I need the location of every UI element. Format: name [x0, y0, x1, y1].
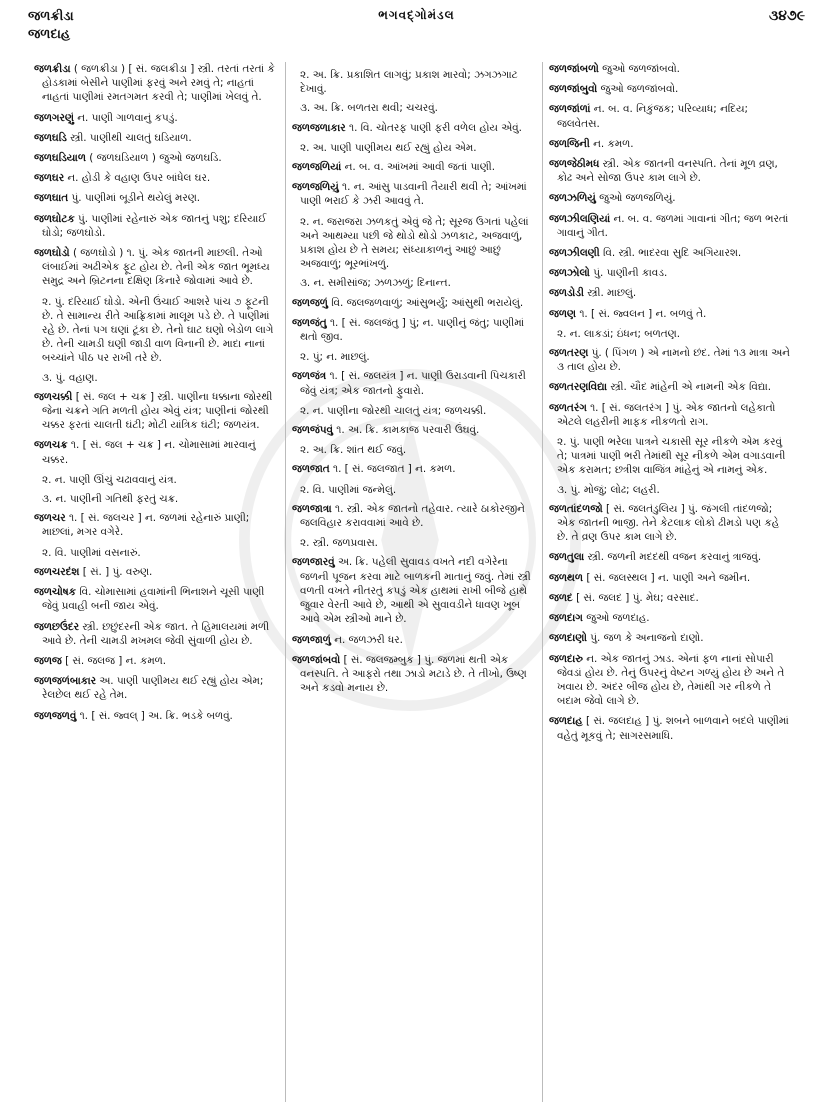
entry-definition: સ્ત્રી. છછુંદરની એક જાત. તે હિમાલયમાં મળી આવે છે. તેની ચામડી મખમલ જેવી સુંવાળી હોય છે. — [42, 620, 270, 647]
entry-headword: જળદાહ — [549, 715, 583, 728]
entry-definition: [ સં. જલજમ્બુક ] પું. જળમાં થતી એક વનસ્પતિ. તે આફરો તથા ઝાડો મટાડે છે. તે તીખો, ઉષ્ણ અને કડવો મનાય છે. — [300, 653, 527, 695]
entry-sense: ૨. પું. પાણી ભરેલા પાત્રને ચકાસી સૂર નીકળે એમ કરવું તે; પાત્રમાં પાણી ભરી તેમાંથી સૂર નીકળે એમ વગાડવાની એક કરામત; છત્રીશ વાજિંત્ર માંહેનું એ નામનું એક. — [557, 436, 786, 477]
entry-definition: ૧. [ સં. જલયંત્ર ] ન. પાણી ઉરાડવાની પિચકારી જેવું યંત્ર; એક જાતનો ફુવારો. — [300, 370, 526, 397]
entry-definition: વિ. સ્ત્રી. ભાદરવા સુદિ અગિયારશ. — [603, 247, 742, 260]
entry-definition: ૧. [ સં. જલજાત ] ન. કમળ. — [332, 463, 456, 476]
entry-headword: જળતરંગ — [549, 401, 587, 414]
entry-definition: ( જળઘોડો ) ૧. પું. એક જાતની માછલી. તેઓ લંબાઈમાં અઢીએક ફૂટ હોય છે. તેની એક જાત ભૂમધ્ય સમુદ્ર અને બ્રિટનના દક્ષિણ કિનારે જોવામાં આવે છે. — [42, 247, 270, 288]
entry-headword: જળથળ — [549, 571, 584, 584]
dictionary-entry — [34, 171, 279, 185]
entry-headword: જળણ — [549, 307, 576, 320]
entry-definition: ન. બ. વ. જળમાં ગાવાનાં ગીત; જળ ભરતાં ગાવાનું ગીત. — [557, 212, 789, 239]
entry-definition: ૧. સ્ત્રી. એક જાતનો તહેવાર. ત્યારે ઠાકોરજીને જલવિહાર કરાવવામાં આવે છે. — [300, 502, 525, 530]
entry-definition: [ સં. જલદ ] પું. મેઘ; વરસાદ. — [576, 591, 699, 604]
entry-headword: જળચક્કી — [34, 390, 73, 403]
dictionary-entry — [34, 438, 279, 466]
entry-headword: જળચક્ર — [34, 439, 68, 452]
entry-sense: ૨. ન. લાકડાં; ઇંધન; બળતણ. — [557, 327, 681, 340]
entry-definition: ન. બ. વ. નિકુંજક; પરિવ્યાધ; નદિય; જલવેતસ. — [557, 103, 748, 130]
dictionary-entry — [292, 502, 536, 530]
entry-sense: ૨. ન. પાણી ઊંચું ચઢાવવાનું યંત્ર. — [42, 473, 177, 486]
entry-definition: ન. બ. વ. આંખમાં આવી જતાં પાણી. — [344, 161, 496, 174]
dictionary-entry — [34, 212, 279, 240]
column-1 — [28, 62, 285, 1102]
entry-sense: ૩. પું. મોજું; લોઢ; લહરી. — [557, 483, 660, 496]
entry-headword: જળદાણો — [549, 632, 587, 645]
dictionary-entry — [549, 212, 793, 240]
entry-definition: પું. ( પિંગળ ) એ નામનો છંદ. તેમાં ૧૩ માત્રા અને ૩ તાલ હોય છે. — [557, 347, 790, 374]
dictionary-entry — [292, 121, 536, 135]
dictionary-entry — [549, 652, 793, 709]
running-title: ભગવદ્ગોમંડલ — [378, 8, 455, 22]
entry-sense: ૨. અ. ક્રિ. શાંત થઈ જવું. — [300, 444, 407, 457]
entry-definition: [ સં. જલ + ચક્ર ] સ્ત્રી. પાણીના ધક્કાના જોરથી જેના ચક્રને ગતિ મળતી હોય એવું યંત્ર; પાણીનાં જોરથી ચક્કર ફરતાં ચાલતી ઘંટી; મોટી યાંત્રિક ઘંટી; જળયંત્ર. — [42, 390, 273, 432]
entry-headword: જળડોડી — [549, 287, 584, 300]
entry-headword: જળઝીલણી — [549, 247, 600, 260]
entry-headword: જળઘર — [34, 172, 65, 185]
entry-definition: ૧. વિ. ચોતરફ પાણી ફરી વળેલ હોય એવું. — [348, 121, 522, 134]
dictionary-entry — [292, 296, 536, 310]
entry-sense: ૨. સ્ત્રી. જળપ્રવાસ. — [300, 537, 378, 550]
dictionary-entry — [549, 346, 793, 374]
entry-definition: સ્ત્રી. માછલું. — [587, 287, 637, 300]
entry-headword: જળજિની — [549, 137, 590, 150]
entry-headword: જળજાળું — [292, 633, 331, 646]
dictionary-entry — [292, 462, 536, 476]
entry-headword: જળતરણવિદ્યા — [549, 381, 607, 394]
entry-headword: જળજાંબવો — [292, 653, 341, 666]
entry-definition: ૧. અ. ક્રિ. કામકાજ પરવારી ઉંઘવું. — [336, 424, 480, 437]
dictionary-entry — [549, 502, 793, 545]
entry-definition: સ્ત્રી. એક જાતની વનસ્પતિ. તેનાં મૂળ વ્રણ, કોઢ અને સોજા ઉપર કામ લાગે છે. — [557, 158, 778, 185]
entry-definition: ન. જળઝરી ધર. — [334, 633, 403, 646]
dictionary-entry — [292, 160, 536, 174]
dictionary-entry — [34, 654, 279, 668]
entry-sense: ૨. અ. પાણી પાણીમય થઈ રહ્યું હોય એમ. — [300, 141, 477, 154]
entry-definition: ( જળઘડિયાળ ) જુઓ જળઘડિ. — [89, 152, 222, 165]
entry-headword: જળઝીલણિયાં — [549, 212, 611, 225]
entry-definition: ૧. [ સં. જ્વલન ] ન. બળવું તે. — [579, 307, 707, 320]
entry-definition: [ સં. જલજ ] ન. કમળ. — [65, 654, 167, 667]
dictionary-entry — [292, 369, 536, 397]
entry-headword: જળજાંબુવો — [549, 83, 598, 96]
entry-sense: ૩. ન. સમીસાંજ; ઝળઝળું; દિનાન્ત. — [300, 277, 451, 290]
entry-definition: ન. હોડી કે વહાણ ઉપર બાંધેલ ઘર. — [67, 172, 211, 185]
entry-headword: જળજાત — [292, 463, 330, 476]
dictionary-entry — [34, 62, 279, 105]
entry-headword: જળતુલા — [549, 551, 585, 564]
entry-headword: જળઘડિયાળ — [34, 152, 86, 165]
dictionary-entry — [34, 674, 279, 702]
entry-headword: જળજાંબળો — [549, 63, 599, 75]
entry-sense: ૨. પું. દરિયાઈ ઘોડો. એની ઉંચાઈ આશરે પાંચ ૭ ફૂટની છે. તે સામાન્ય રીતે આફ્રિકામાં માલૂમ પડે છે. તે પાણીમાં રહે છે. તેનાં પગ ઘણાં ટૂંકા છે. તેનો ઘાટ ઘણો બેડોળ લાગે છે. તેની ચામડી ઘણી જાડી વાળ વિનાની છે. માદા નાનાં બચ્ચાંને પીઠ પર રાખી તરે છે. — [42, 295, 274, 365]
entry-definition: ૧. [ સં. જલચર ] ન. જળમાં રહેનારું પ્રાણી; માછલાં, મગર વગેરે. — [42, 512, 250, 539]
entry-definition: ( જળક્રીડા ) [ સં. જલક્રીડા ] સ્ત્રી. તરતાં તરતાં કે હોડકામાં બેસીને પાણીમાં ફરવું અને રમવું તે; નાહતાં નાહતાં પાણીમાં રમતગમત કરવી તે; પાણીમાં ખેલવું તે. — [42, 63, 275, 104]
entry-headword: જળજંત્ર — [292, 370, 327, 383]
entry-headword: જળજેઠીમધ — [549, 158, 600, 171]
entry-definition: ૧. [ સં. જ્વલ્ ] અ. ક્રિ. ભડકે બળવું. — [79, 709, 233, 722]
guide-word-last: જળદાહ — [28, 27, 71, 42]
entry-definition: અ. ક્રિ. પહેલી સુવાવડ વખતે નદી વગેરેના જળની પૂજન કરવા માટે બાળકની માતાનું જવું. તેમાં સ્ત્રી વળતી વખતે નીતરતું કપડું એક હાથમાં રાખી બીજે હાથે જુવાર વેરતી આવે છે, આથી એ સુવાવડીને ધાવણ ખૂબ આવે એમ સ્ત્રીઓ માને છે. — [300, 556, 531, 626]
entry-definition: પું. પાણીમાં બૂડીને થયેલું મરણ. — [71, 192, 201, 205]
entry-sense: ૨. ન. જરાજરા ઝળકતું એવું જે તે; સૂરજ ઉગતાં પહેલાં અને આથમ્યા પછી જે થોડો થોડો ઝળકાટ, અજવાળું, પ્રકાશ હોય છે તે સમય; સંધ્યાકાળનું આછું આછું અજવાળું; ભૂરભાંખળું. — [300, 215, 529, 271]
dictionary-entry — [549, 266, 793, 280]
entry-sense: ૨. અ. ક્રિ. પ્રકાશિત લાગવું; પ્રકાશ મારવો; ઝગઝગાટ દેખાવું. — [300, 69, 518, 96]
entry-headword: જળજ — [34, 654, 62, 667]
entry-headword: જળઝળિયું — [549, 192, 596, 205]
entry-sense: ૩. અ. ક્રિ. બળતરા થવી; ચચરવું. — [300, 102, 438, 115]
entry-headword: જળક્રીડા — [34, 63, 71, 75]
entry-headword: જળદાગ — [549, 612, 583, 625]
entry-headword: જળઘડિ — [34, 131, 67, 144]
dictionary-entry — [292, 633, 536, 647]
entry-sense: ૨. ન. પાણીના જોરથી ચાલતું યંત્ર; જળચક્કી. — [300, 404, 487, 417]
dictionary-entry — [549, 631, 793, 645]
dictionary-entry — [549, 571, 793, 585]
entry-headword: જળગરણું — [34, 111, 74, 124]
entry-headword: જળઝોલો — [549, 267, 590, 280]
dictionary-entry — [34, 511, 279, 539]
entry-headword: જળજળિયું — [292, 181, 339, 194]
entry-headword: જળદારુ — [549, 652, 583, 665]
dictionary-entry — [292, 180, 536, 208]
dictionary-entry — [549, 307, 793, 321]
entry-headword: જળઘોટક — [34, 212, 75, 225]
entry-definition: સ્ત્રી. જળની મદદથી વજન કરવાનું ત્રાજવું. — [587, 551, 762, 564]
guide-word-first: જળક્રીડા — [28, 9, 74, 24]
dictionary-entry — [34, 709, 279, 723]
dictionary-entry — [549, 380, 793, 394]
column-2 — [285, 62, 542, 1102]
entry-definition: અ. પાણી પાણીમય થઈ રહ્યું હોય એમ; રેલછેલ થઈ રહે તેમ. — [42, 675, 264, 702]
entry-headword: જળઘાત — [34, 192, 69, 205]
entry-definition: [ સં. જલદાહ ] પું. શબને બાળવાને બદલે પાણીમાં વહેતું મૂકવું તે; સાગરસમાધિ. — [557, 715, 789, 742]
dictionary-entry — [34, 565, 279, 579]
entry-headword: જળઘોડો — [34, 247, 70, 260]
entry-definition: જુઓ જળદાહ. — [586, 612, 650, 625]
dictionary-entry — [34, 151, 279, 165]
entry-headword: જળજારવું — [292, 556, 335, 569]
entry-headword: જળજળાકાર — [292, 121, 346, 134]
entry-definition: સ્ત્રી. ચૌદ માંહેની એ નામની એક વિદ્યા. — [610, 381, 772, 394]
entry-headword: જળજંતુ — [292, 316, 327, 329]
entry-definition: જુઓ જળજળિયું. — [599, 192, 676, 205]
dictionary-entry — [34, 390, 279, 433]
dictionary-entry — [34, 191, 279, 205]
page-header — [28, 8, 805, 52]
dictionary-entry — [549, 591, 793, 605]
entry-headword: જળચરદંશ — [34, 565, 80, 578]
dictionary-entry — [549, 246, 793, 260]
dictionary-entry — [34, 111, 279, 125]
dictionary-entry — [549, 191, 793, 205]
entry-headword: જળજળવું — [34, 709, 77, 722]
entry-definition: ૧. [ સં. જલજંતુ ] પું; ન. પાણીનું જંતુ; પાણીમાં થતો જીવ. — [300, 316, 525, 344]
dictionary-entry — [549, 401, 793, 429]
dictionary-entry — [292, 316, 536, 344]
entry-definition: જુઓ જળજાંબવો. — [600, 83, 679, 96]
entry-definition: ૧. [ સં. જલ + ચક્ર ] ન. ચોમાસામાં મારવાનું ચક્કર. — [42, 439, 256, 466]
dictionary-entry — [549, 714, 793, 742]
dictionary-entry — [549, 550, 793, 564]
entry-sense: ૨. વિ. પાણીમાં વસનારું. — [42, 546, 141, 559]
entry-definition: વિ. જલજળવાળું; આંસુભર્યું; આંસુથી ભરાયેલું. — [331, 296, 524, 309]
entry-sense: ૩. ન. પાણીની ગતિથી ફરતું ચક્ર. — [42, 493, 179, 506]
entry-definition: ૧. ન. આંસુ પાડવાની તૈયારી થવી તે; આંખમાં પાણી ભરાઈ કે ઝરી આવવું તે. — [300, 181, 527, 208]
entry-headword: જળજાત્રા — [292, 502, 332, 515]
entry-headword: જળદ — [549, 591, 573, 604]
entry-headword: જળછઉંદર — [34, 620, 80, 633]
dictionary-entry — [549, 286, 793, 300]
entry-headword: જળતાંદળજો — [549, 502, 603, 515]
entry-sense: ૩. પું. વહાણ. — [42, 371, 98, 384]
dictionary-entry — [292, 555, 536, 626]
entry-definition: ન. કમળ. — [593, 137, 634, 150]
entry-definition: પું. પાણીની કાવડ. — [593, 267, 668, 280]
entry-definition: [ સં. ] પું. વરુણ. — [82, 565, 153, 578]
entry-headword: જળચર — [34, 512, 66, 525]
entry-definition: જુઓ જળજાંબવો. — [602, 63, 680, 75]
entry-headword: જળજળંબાકાર — [34, 675, 97, 688]
entry-definition: ૧. [ સં. જલતરંગ ] પું. એક જાતનો લહેકાતો એટલે લહરીની માફક નીકળતો રાગ. — [557, 401, 776, 428]
page-number: ૩૪૭૯ — [768, 8, 805, 24]
entry-headword: જળજળિયાં — [292, 161, 342, 174]
dictionary-entry — [34, 585, 279, 613]
entry-headword: જળજંપવું — [292, 424, 333, 437]
entry-definition: [ સં. જલસ્થલ ] ન. પાણી અને જમીન. — [586, 571, 751, 584]
entry-definition: સ્ત્રી. પાણીથી ચાલતું ઘડિયાળ. — [70, 131, 192, 144]
dictionary-entry — [549, 62, 793, 76]
dictionary-entry — [34, 131, 279, 145]
entry-definition: [ સં. જલતંડુલિય ] પું. જંગલી તાંદળજો; એક જાતની ભાજી. તેને કેટલાક લોકો ઢીમડો પણ કહે છે. તે વ્રણ ઉપર કામ લાગે છે. — [557, 502, 780, 544]
entry-headword: જળજાંળાં — [549, 103, 591, 116]
dictionary-entry — [549, 157, 793, 185]
entry-headword: જળજળું — [292, 296, 328, 309]
dictionary-entry — [549, 82, 793, 96]
column-3 — [542, 62, 799, 1102]
dictionary-columns — [28, 62, 800, 1102]
dictionary-entry — [34, 620, 279, 648]
dictionary-entry — [549, 611, 793, 625]
dictionary-entry — [34, 246, 279, 289]
entry-sense: ૨. વિ. પાણીમાં જન્મેલું. — [300, 483, 397, 496]
dictionary-entry — [292, 653, 536, 696]
entry-definition: વિ. ચોમાસામાં હવામાંની ભિનાશને ચૂસી પાણી જેવું પ્રવાહી બની જાય એવું. — [42, 586, 265, 613]
entry-headword: જળતરણ — [549, 347, 589, 360]
entry-definition: ન. પાણી ગાળવાનું કપડું. — [77, 111, 178, 124]
dictionary-entry — [292, 423, 536, 437]
entry-definition: પું. પાણીમાં રહેનારું એક જાતનું પશુ; દરિયાઈ ઘોડો; જળઘોડો. — [42, 212, 267, 239]
dictionary-entry — [549, 102, 793, 130]
entry-definition: પું. જળ કે અનાજનો દાણો. — [590, 632, 704, 645]
dictionary-entry — [549, 137, 793, 151]
entry-definition: ન. એક જાતનું ઝાડ. એનાં ફળ નાનાં સોપારી જેવડાં હોય છે. તેનું ઉપરનું વેષ્ટન ગળ્યું હોય છે અને તે ખવાય છે. અંદર બીજ હોય છે, તેમાંથી ગર નીકળે તે બદામ જેવો લાગે છે. — [557, 652, 785, 708]
entry-sense: ૨. પું; ન. માછલું. — [300, 351, 370, 364]
entry-headword: જળચોષક — [34, 586, 76, 599]
